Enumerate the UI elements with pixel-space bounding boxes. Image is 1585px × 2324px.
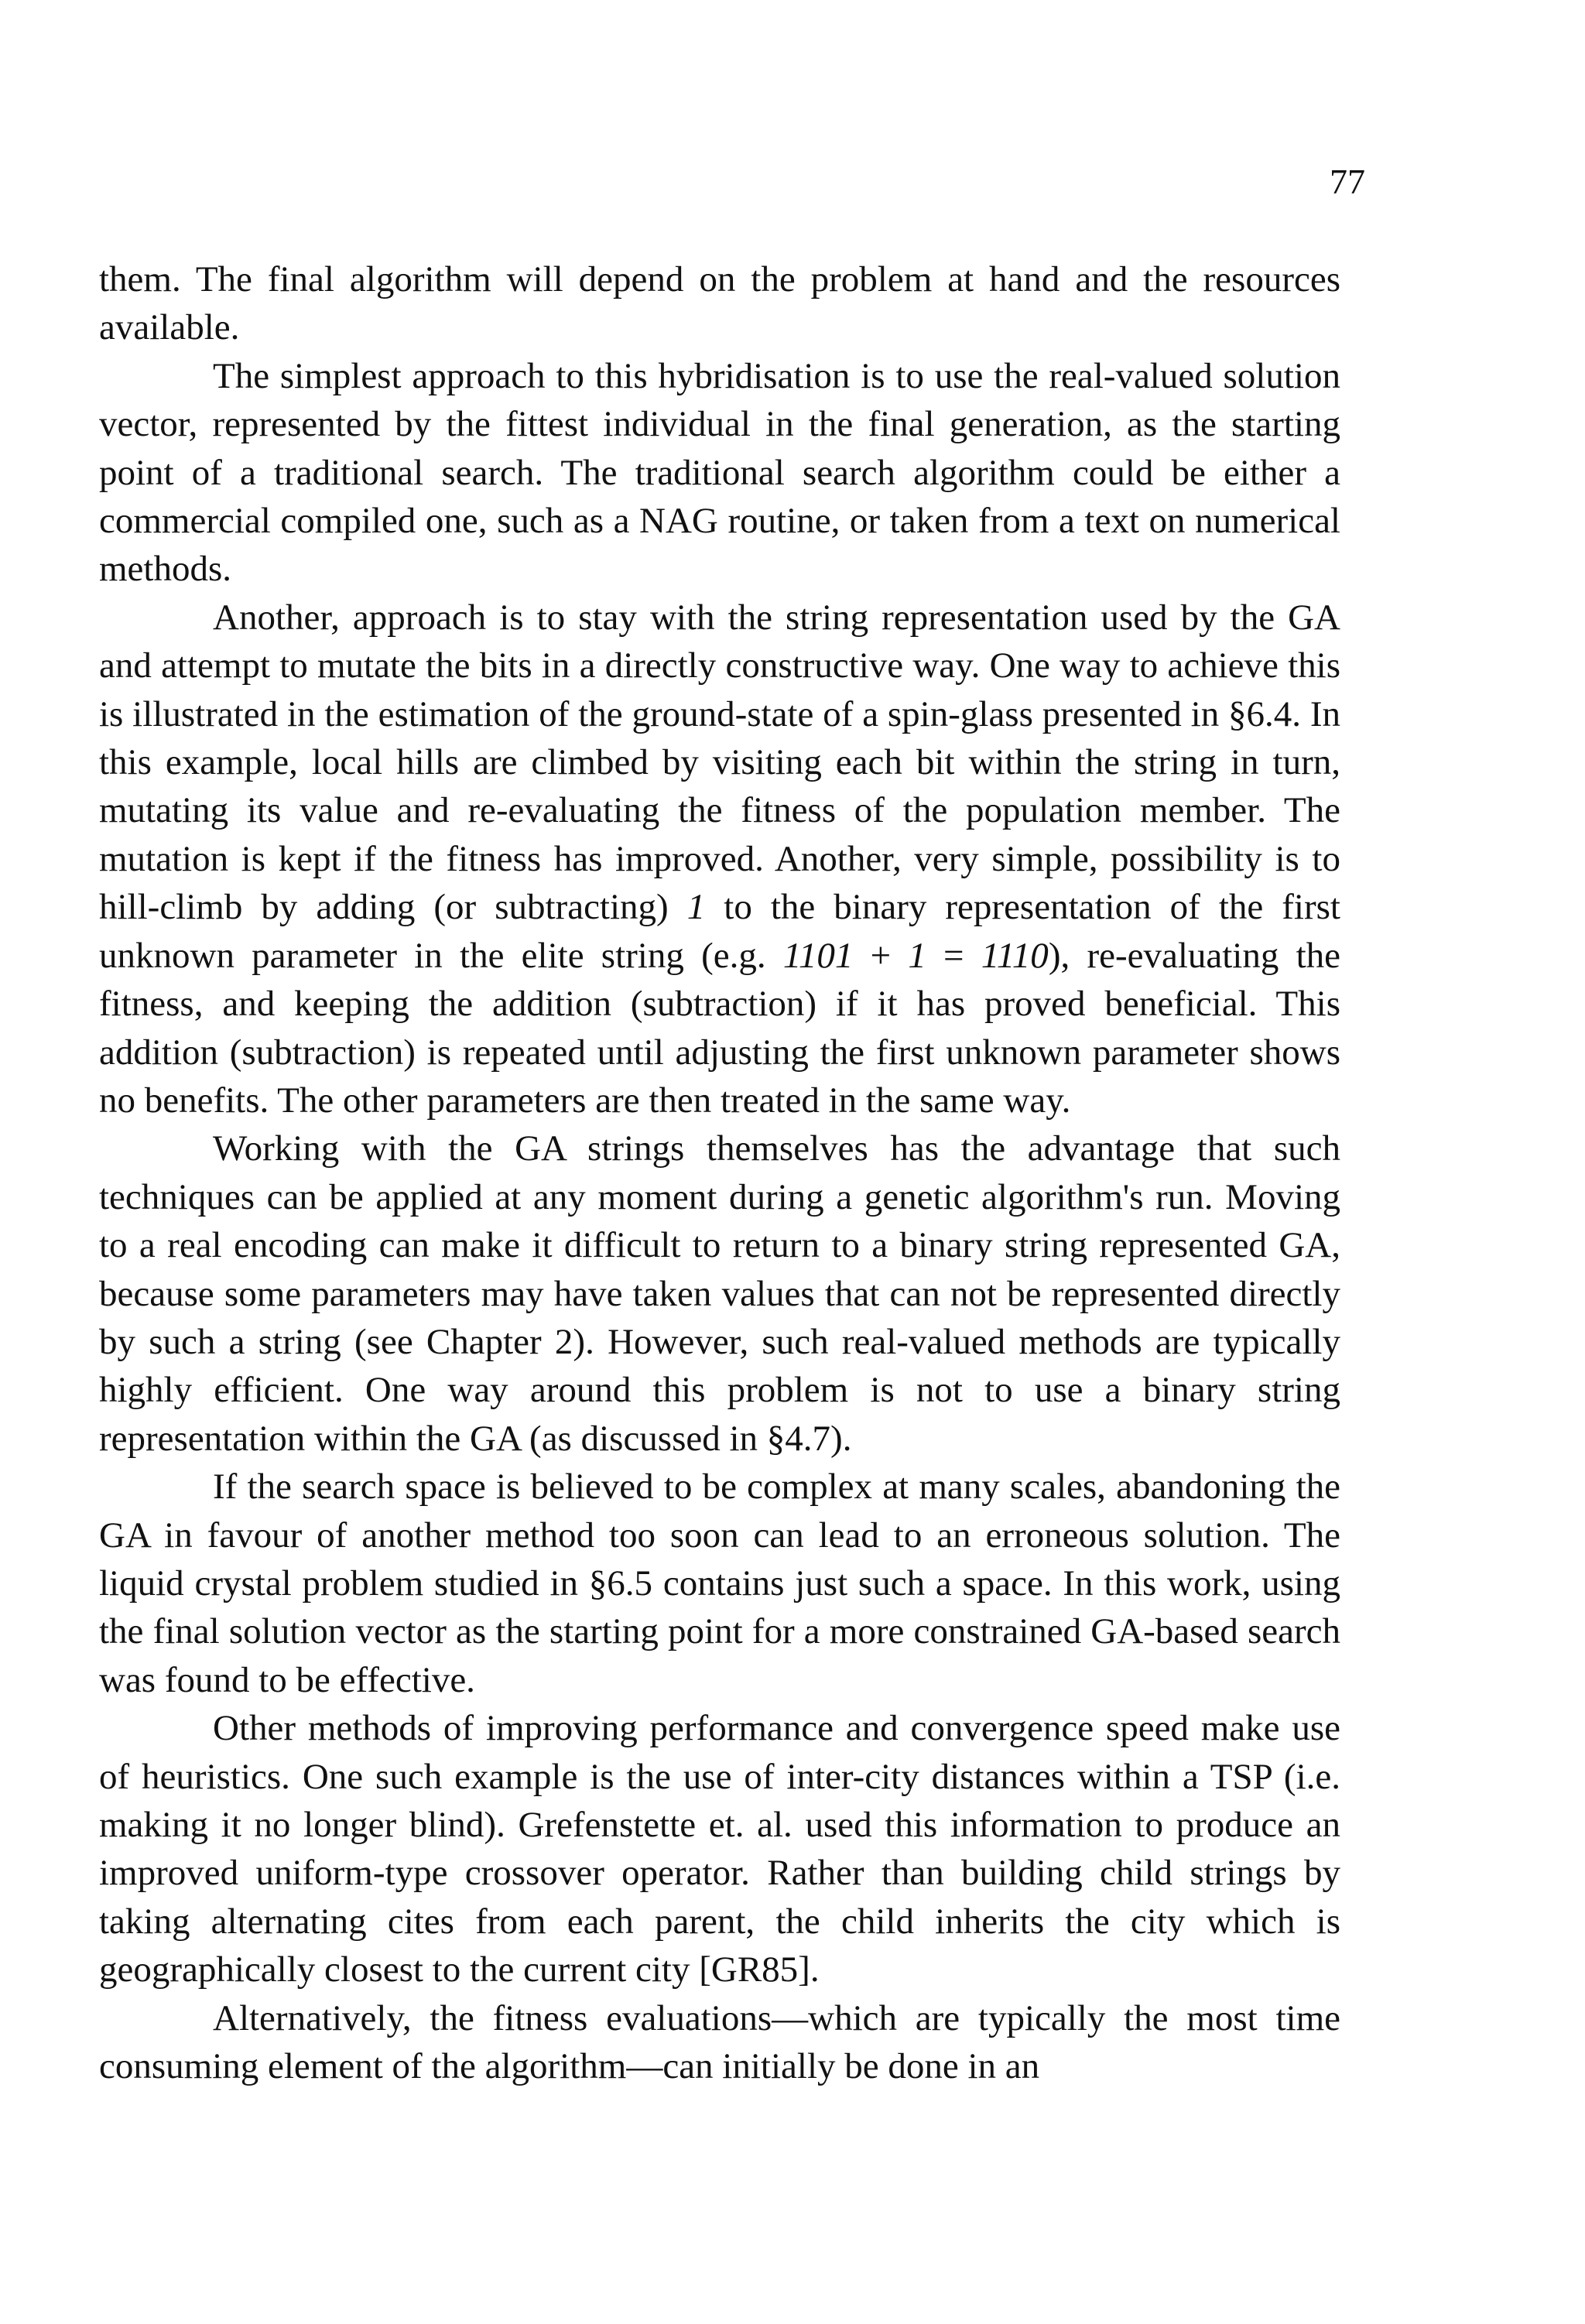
paragraph-4: Working with the GA strings themselves has the advantage that such techniques can be applied at any moment during a genetic algorithm's run. Moving to a real encoding can make it difficult to return to a binary string represented GA, because some parameters may have taken values that can not be represented directly by such a string (see Chapter 2). However, such real-valued methods are typically highly efficient. One way around this problem is not to use a binary string representation within the GA (as discussed in §4.7). (99, 1128, 1340, 1459)
italic-one: 1 (908, 935, 926, 976)
paragraph-2: The simplest approach to this hybridisation is to use the real-valued solution vector, represented by the fittest individual in the final generation, as the starting point of a traditional search. The traditional search algorithm could be either a commercial compiled one, such as a NAG routine, or taken from a text on numerical methods. (99, 355, 1340, 590)
paragraph-7: Alternatively, the fitness evaluations—which are typically the most time consuming element of the algorithm—can initially be done in an (99, 1997, 1340, 2087)
italic-one: 1 (686, 887, 706, 928)
paragraph-3-text: ), re-evaluating the fitness, and keeping the addition (subtraction) if it has proved beneficial. This addition (subtraction) is repeated until adjusting the first unknown parameter shows no benefits. The other parameters are then treated in the same way. (99, 935, 1341, 1121)
plus-sign: + (853, 935, 909, 976)
paragraph-3-text: to the binary representation of the first unknown parameter in the elite string (e.g. (99, 887, 1340, 976)
page-number: 77 (1330, 162, 1365, 201)
paragraph-6: Other methods of improving performance and convergence speed make use of heuristics. One such example is the use of inter-city distances within a TSP (i.e. making it no longer blind). Grefenstette et. al. used this information to produce an improved uniform-type crossover operator. Rather than building child strings by taking alternating cites from each parent, the child inherits the city which is geographically closest to the current city [GR85]. (99, 1708, 1340, 1990)
paragraph-5: If the search space is believed to be complex at many scales, abandoning the GA in favour of another method too soon can lead to an erroneous solution. The liquid crystal problem studied in §6.5 contains just such a space. In this work, using the final solution vector as the starting point for a more constrained GA-based search was found to be effective. (99, 1467, 1340, 1700)
body-text (99, 255, 1340, 2090)
italic-binary-1110: 1110 (981, 935, 1049, 976)
paragraph-1: them. The final algorithm will depend on the problem at hand and the resources available. (99, 259, 1340, 348)
paragraph-3-text: Another, approach is to stay with the string representation used by the GA and attempt to mutate the bits in a directly constructive way. One way to achieve this is illustrated in the estimation of the ground-state of a spin-glass presented in §6.4. In this example, local hills are climbed by visiting each bit within the string in turn, mutating its value and re-evaluating the fitness of the population member. The mutation is kept if the fitness has improved. Another, very simple, possibility is to hill-climb by adding (or subtracting) (99, 597, 1340, 928)
italic-binary-1101: 1101 (782, 935, 854, 976)
equals-sign: = (926, 935, 981, 976)
paragraph-3 (99, 594, 1340, 1124)
